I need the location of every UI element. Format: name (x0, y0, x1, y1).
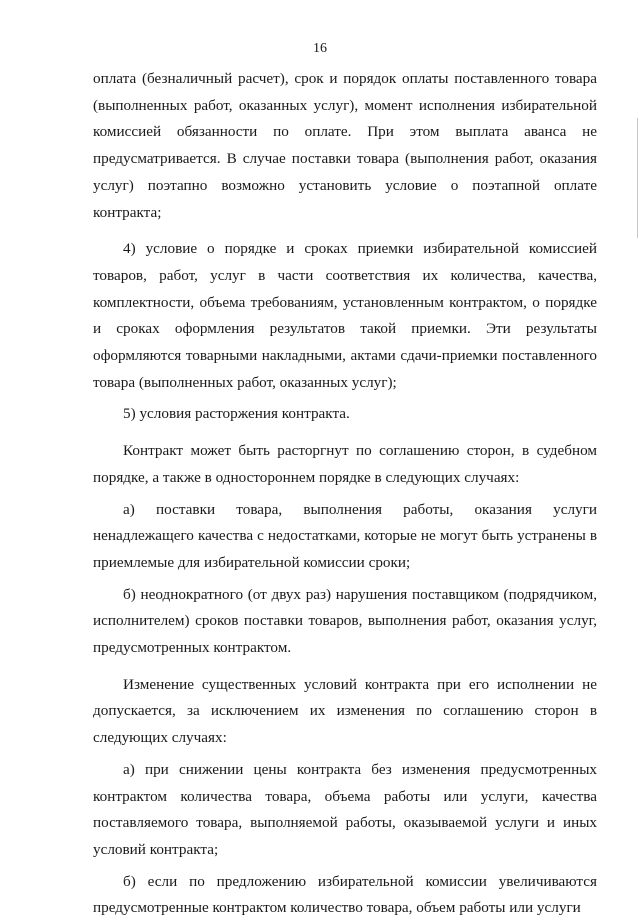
scan-edge-mark (637, 118, 638, 238)
list-item-repeated-delays: б) неоднократного (от двух раз) нарушения поставщиком (подрядчиком, исполнителем) сроков поставки товаров, выполнения работ, оказания услуг, предусмотренных контрактом. (93, 585, 597, 657)
paragraph-termination-terms: 5) условия расторжения контракта. (123, 405, 350, 423)
page-number: 16 (313, 41, 327, 56)
list-item-price-reduction: а) при снижении цены контракта без изменения предусмотренных контрактом количества товара, объема работы или услуги, качества поставляемого товара, выполняемой работы, оказываемой услуги и иных условий контракта; (93, 760, 597, 858)
document-body (93, 66, 597, 922)
list-item-volume-increase: б) если по предложению избирательной комиссии увеличиваются предусмотренные контрактом количество товара, объем работы или услуги (93, 872, 597, 917)
paragraph-acceptance-terms: 4) условие о порядке и сроках приемки избирательной комиссией товаров, работ, услуг в части соответствия их количества, качества, комплектности, объема требованиям, установленным контрактом, о порядке и сроках оформления результатов такой приемки. Эти результаты оформляются товарными накладными, актами сдачи-приемки поставленного товара (выполненных работ, оказанных услуг); (93, 240, 597, 391)
paragraph-termination-cases: Контракт может быть расторгнут по соглашению сторон, в судебном порядке, а также в одностороннем порядке в следующих случаях: (93, 442, 597, 486)
list-item-poor-quality: а) поставки товара, выполнения работы, оказания услуги ненадлежащего качества с недостатками, которые не могут быть устранены в приемлемые для избирательной комиссии сроки; (93, 500, 597, 571)
paragraph-payment-terms: оплата (безналичный расчет), срок и порядок оплаты поставленного товара (выполненных работ, оказанных услуг), момент исполнения избирательной комиссией обязанности по оплате. При этом выплата аванса не предусматривается. В случае поставки товара (выполнения работ, оказания услуг) поэтапно возможно установить условие о поэтапной оплате контракта; (93, 70, 597, 221)
paragraph-contract-changes: Изменение существенных условий контракта при его исполнении не допускается, за исключением их изменения по соглашению сторон в следующих случаях: (93, 675, 597, 747)
